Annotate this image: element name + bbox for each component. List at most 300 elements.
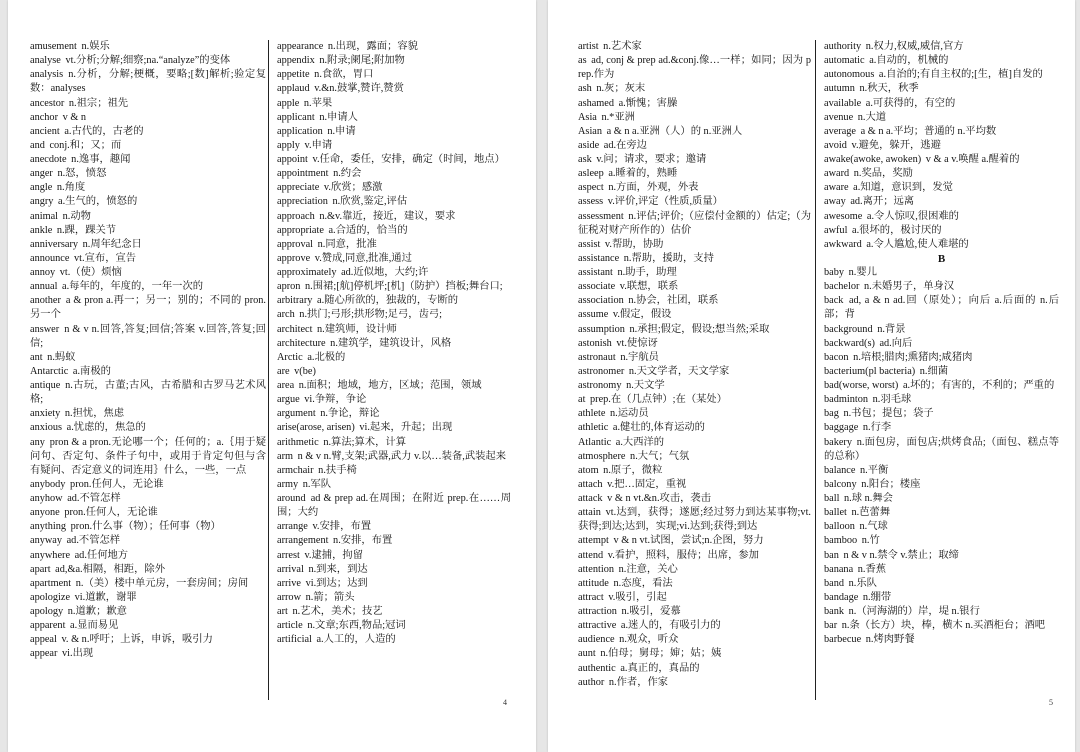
vocab-entry [578,393,811,407]
definition: n.祖宗；祖先 [68,97,129,109]
definition: n.大道 [857,111,887,123]
headword: atom [578,464,599,476]
headword: arrangement [277,535,329,547]
vocab-entry [277,294,511,308]
definition: a.很坏的，极讨厌的 [852,224,942,236]
vocab-entry [30,125,266,139]
headword: arch [277,309,295,321]
headword: balloon [824,521,855,533]
vocab-entry [578,111,811,125]
definition: pron.任何人，无论谁 [70,478,164,490]
headword: ankle [30,224,53,236]
headword: are [277,365,290,377]
definition: n.道歉；歉意 [67,606,127,617]
vocab-entry [277,195,511,209]
definition: pron.什么事（物）；任何事（物） [70,521,221,533]
vocab-entry [277,181,511,195]
vocab-entry [30,407,266,421]
definition: a.可获得的，有空的 [865,97,956,109]
headword: ant [30,351,43,363]
definition: ad.不管怎样 [66,535,121,547]
headword: astronaut [578,351,616,363]
definition: n.算法;算术，计算 [323,436,406,448]
headword: anywhere [30,549,71,561]
definition: a.大西洋的 [615,436,665,448]
headword: approach [277,210,315,222]
definition: n.建筑学，建筑设计，风格 [330,337,452,349]
vocab-entry [30,365,266,379]
vocab-entry [824,534,1059,548]
headword: attention [578,563,615,575]
vocab-entry [824,181,1059,195]
definition: n.灰；灰末 [596,83,646,95]
definition: a.惭愧；害臊 [618,97,678,109]
definition: a & pron a.再一；另一；别的；不同的 pron.另一个 [30,295,266,321]
vocab-entry [277,280,511,294]
headword: arrest [277,549,300,561]
vocab-entry [277,421,511,435]
definition: v.评价,评定（性质,质量） [607,196,723,208]
vocab-entry [578,464,811,478]
headword: banana [824,563,854,575]
definition: n.绷带 [862,591,892,603]
definition: n.香蕉 [857,563,887,575]
vocab-entry [824,520,1059,534]
vocab-entry [824,619,1059,633]
headword: attack [578,493,603,504]
headword: ask [578,154,592,165]
headword: anxiety [30,408,61,420]
headword: authority [824,41,862,52]
definition: n.艺术，美术；技艺 [292,606,383,617]
headword: appoint [277,154,308,165]
headword: bad(worse, worst) [824,380,899,391]
headword: attractive [578,620,617,632]
headword: ash [578,83,592,95]
document-page-right [548,0,1075,752]
vocab-entry [30,266,266,280]
vocab-entry [824,365,1059,379]
headword: arm [277,450,294,462]
vocab-entry [30,54,266,68]
definition: n.逸事，趣闻 [71,154,131,165]
definition: ad.不管怎样 [67,493,121,504]
headword: architect [277,323,313,335]
headword: aware [824,182,849,194]
definition: n.周年纪念日 [82,238,142,250]
headword: bandage [824,591,859,603]
vocab-entry [578,181,811,195]
headword: baby [824,267,845,278]
definition: n.观众，听众 [619,634,679,646]
vocab-entry [578,633,811,647]
vocab-entry [277,97,511,111]
vocab-entry [30,181,266,195]
definition: v(be) [294,365,316,377]
definition: v.问；请求，要求；邀请 [596,154,707,165]
headword: assume [578,309,609,321]
vocab-entry [578,591,811,605]
headword: aunt [578,648,596,660]
headword: anyway [30,535,63,547]
definition: vi.道歉，谢罪 [74,591,137,603]
headword: awake(awoke, awoken) [824,154,922,165]
headword: anger [30,168,53,180]
headword: anniversary [30,238,79,250]
headword: anybody [30,478,66,490]
definition: n.条（长方）块，棒，横木 n.买酒柜台；酒吧 [841,620,1046,632]
vocab-entry [30,619,266,633]
definition: n.秋天，秋季 [859,83,919,95]
headword: another [30,295,61,307]
definition: n.气球 [859,521,888,533]
vocab-entry [30,210,266,224]
vocab-entry [277,54,511,68]
definition: n.球 n.舞会 [844,493,893,504]
vocab-entry [824,591,1059,605]
headword: balcony [824,478,857,490]
vocab-entry [578,549,811,563]
vocab-entry [30,436,266,478]
definition: n.（河海湖的）岸，堤 n.银行 [848,606,980,617]
vocab-entry [578,365,811,379]
vocab-entry [578,676,811,690]
headword: army [277,478,299,490]
vocab-entry [824,195,1059,209]
definition: v & n [62,111,87,123]
definition: a.睡着的，熟睡 [608,168,678,180]
vocab-entry [578,351,811,365]
definition: n.申请 [327,125,356,137]
vocab-entry [824,577,1059,591]
vocab-entry [824,210,1059,224]
vocab-entry [30,534,266,548]
vocab-entry [277,125,511,139]
headword: back [824,295,844,307]
headword: bag [824,408,839,420]
vocab-entry [30,520,266,534]
vocab-entry [824,266,1059,280]
definition: n.文章;东西,物品;冠词 [307,620,406,632]
headword: assist [578,238,601,250]
definition: n.作者，作家 [608,676,669,688]
vocab-entry [578,266,811,280]
definition: a.随心所欲的，独裁的，专断的 [317,295,459,307]
definition: vt.（使）烦恼 [59,267,122,278]
headword: appreciate [277,182,320,194]
definition: n.&v.靠近，接近，建议，要求 [319,210,456,222]
vocab-entry [277,407,511,421]
headword: ancient [30,125,60,137]
headword: athlete [578,408,606,420]
definition: n.态度，看法 [613,577,673,589]
definition: ad.在旁边 [603,139,647,151]
definition: a.合适的，恰当的 [328,224,408,236]
headword: assumption [578,323,625,335]
headword: authentic [578,662,616,674]
definition: a.迷人的，有吸引力的 [620,620,721,632]
headword: badminton [824,394,869,406]
vocab-entry [824,40,1059,54]
definition: v.把…固定，重视 [607,478,687,490]
vocab-entry [30,111,266,125]
headword: ballet [824,507,847,519]
headword: attract [578,591,604,603]
definition: n & v n.臂,支架;武器,武力 v.以…装备,武装起来 [297,450,507,462]
headword: Asian [578,125,603,137]
headword: bachelor [824,281,860,293]
vocab-entry [578,54,811,82]
vocab-entry [824,407,1059,421]
vocab-column-right [824,40,1059,702]
definition: n.欣赏,鉴定,评估 [332,196,408,208]
headword: balance [824,464,856,476]
vocab-entry [277,238,511,252]
headword: arise(arose, arisen) [277,422,355,434]
vocab-entry [30,478,266,492]
section-letter-heading: B [937,252,946,265]
headword: band [824,577,845,589]
headword: apart [30,563,51,575]
definition: n.注意，关心 [618,563,678,575]
vocab-entry [824,111,1059,125]
definition: v & a v.唤醒 a.醒着的 [925,154,1020,165]
headword: bamboo [824,535,858,547]
definition: pron & a pron.无论哪一个；任何的；a.｛用于疑问句、否定句、条件子句中，或用于肯定句但与含有疑问、否定意义的词连用｝什么，一些，一点 [30,436,266,476]
definition: a & n a.亚洲（人）的 n.亚洲人 [606,125,743,137]
definition: vi.争辩，争论 [304,394,367,406]
vocab-entry [824,54,1059,68]
vocab-entry [30,379,266,407]
definition: n.食欲，胃口 [314,69,374,81]
headword: awkward [824,238,862,250]
headword: animal [30,210,59,222]
vocab-entry [578,323,811,337]
vocab-entry [578,252,811,266]
vocab-entry [277,153,511,167]
definition: n.阳台；楼座 [861,478,921,490]
headword: appropriate [277,224,324,236]
definition: n.到来，到达 [308,563,368,575]
vocab-entry [578,421,811,435]
vocab-entry [30,294,266,322]
headword: asleep [578,168,604,180]
headword: application [277,125,323,137]
headword: awesome [824,210,863,222]
definition: v & n vt.&n.攻击，袭击 [607,493,712,504]
definition: n.原子，微粒 [603,464,663,476]
vocab-entry [824,421,1059,435]
headword: Antarctic [30,365,69,377]
definition: v.安排，布置 [312,521,371,533]
definition: ad, conj & prep ad.&conj.像…一样；如同；因为 prep.作为 [578,55,811,81]
headword: article [277,620,303,632]
headword: annoy [30,267,56,278]
vocab-entry [277,450,511,464]
headword: announce [30,252,70,264]
vocab-entry [824,323,1059,337]
definition: pron.任何人，无论谁 [64,507,158,519]
vocab-entry [30,40,266,54]
vocab-entry [578,40,811,54]
headword: annual [30,281,58,293]
headword: appointment [277,168,329,180]
vocab-entry [578,308,811,322]
headword: assess [578,196,604,208]
headword: attend [578,549,604,561]
headword: audience [578,634,615,646]
definition: n.竹 [861,535,880,547]
definition: n.面包房，面包店;烘烤食品;（面包、糕点等的总称） [824,436,1059,462]
vocab-entry [277,464,511,478]
definition: n.书包；提包；袋子 [843,408,934,420]
definition: v.任命，委任，安排，确定（时间，地点） [312,154,505,165]
vocab-entry [824,464,1059,478]
vocab-entry [30,577,266,591]
vocab-entry [277,591,511,605]
headword: assistance [578,252,620,264]
definition: n.助手，助理 [617,267,677,278]
definition: n.天文学 [626,380,665,391]
vocab-entry [824,379,1059,393]
headword: aside [578,139,600,151]
headword: anchor [30,111,59,123]
vocab-entry [578,167,811,181]
definition: n.分析，分解;梗概，要略;[数]解析;验定复数：analyses [30,69,266,95]
definition: v.&n.鼓掌,赞许,赞赏 [314,83,404,95]
vocab-entry [277,210,511,224]
headword: anything [30,521,67,533]
vocab-entry [578,506,811,534]
definition: n.申请人 [319,111,358,123]
vocab-entry [578,407,811,421]
headword: astronomy [578,380,622,391]
definition: n.担忧，焦虑 [64,408,125,420]
column-divider [815,40,816,700]
headword: appeal [30,634,57,646]
vocab-entry [824,224,1059,238]
vocab-entry [30,647,266,661]
headword: apologize [30,591,71,603]
vocab-entry [824,68,1059,82]
headword: appetite [277,69,310,81]
definition: n.艺术家 [603,41,642,52]
headword: apple [277,97,300,109]
definition: a.真正的，真品的 [620,662,700,674]
vocab-entry [578,478,811,492]
vocab-entry [578,534,811,548]
headword: ancestor [30,97,65,109]
vocab-entry [824,549,1059,563]
definition: ad.任何地方 [74,549,129,561]
definition: vi.到达；达到 [305,577,368,589]
definition: n.方面，外观，外表 [608,182,699,194]
headword: apparent [30,620,66,632]
definition: a.显而易见 [70,620,119,632]
definition: n.同意，批准 [317,238,377,250]
definition: vt.使惊讶 [616,337,658,349]
vocab-entry [30,421,266,435]
headword: anxious [30,422,63,434]
headword: avenue [824,111,854,123]
vocab-entry [277,520,511,534]
vocab-entry [30,195,266,209]
definition: v.逮捕，拘留 [304,549,363,561]
headword: arrive [277,577,302,589]
vocab-entry [824,82,1059,96]
headword: architecture [277,337,326,349]
definition: a.南极的 [72,365,111,377]
vocab-entry [277,224,511,238]
vocab-entry [30,280,266,294]
definition: vt.宣布，宣告 [74,252,137,264]
headword: angle [30,182,53,194]
definition: v.避免，躲开，逃避 [851,139,941,151]
headword: appreciation [277,196,328,208]
definition: n.帮助，援助，支持 [623,252,714,264]
definition: a.健壮的,体育运动的 [612,422,705,434]
definition: n.蚂蚁 [47,351,76,363]
vocab-entry [824,97,1059,111]
vocab-entry [578,238,811,252]
headword: approval [277,238,314,250]
vocab-entry [277,563,511,577]
vocab-entry [824,351,1059,365]
vocab-entry [277,534,511,548]
vocab-entry [824,605,1059,619]
definition: a.每年的，年度的，一年一次的 [62,281,204,293]
headword: arrival [277,563,304,575]
vocab-entry [30,252,266,266]
vocab-entry [824,563,1059,577]
definition: n.未婚男子，单身汉 [864,281,955,293]
vocab-entry [578,139,811,153]
vocab-entry [277,139,511,153]
headword: amusement [30,41,77,52]
headword: award [824,168,850,180]
document-page-left [8,0,536,752]
definition: vt.达到，获得；遂愿;经过努力到达某事物;vt.获得;到达;达到，实现;vi.达到;获得;到达 [578,507,811,533]
vocab-entry [578,619,811,633]
headword: attraction [578,606,617,617]
definition: n.出现，露面；容貌 [327,41,418,52]
definition: n.芭蕾舞 [851,507,891,519]
definition: vi.出现 [62,648,94,660]
definition: ad.近似地，大约;许 [341,267,429,278]
vocab-entry [277,492,511,520]
definition: v.欣赏；感激 [323,182,383,194]
headword: attach [578,478,603,490]
headword: angry [30,196,54,208]
headword: autumn [824,83,855,95]
definition: vt.分析;分解;细察;na.“analyze”的变体 [65,55,231,67]
definition: n.拱门;弓形;拱形物;足弓，齿弓; [299,309,443,321]
definition: v & n vt.试图，尝试;n.企图，努力 [613,535,764,547]
headword: Atlantic [578,436,612,448]
vocab-entry [578,450,811,464]
definition: v.赞成,同意,批准,通过 [314,252,412,264]
vocab-entry [30,351,266,365]
vocab-entry [578,605,811,619]
headword: assistant [578,267,613,278]
headword: answer [30,323,60,335]
headword: attempt [578,535,609,547]
headword: approximately [277,267,337,278]
vocab-entry [578,195,811,209]
definition: v.联想，联系 [619,281,679,293]
vocab-entry [30,139,266,153]
headword: artist [578,41,599,52]
